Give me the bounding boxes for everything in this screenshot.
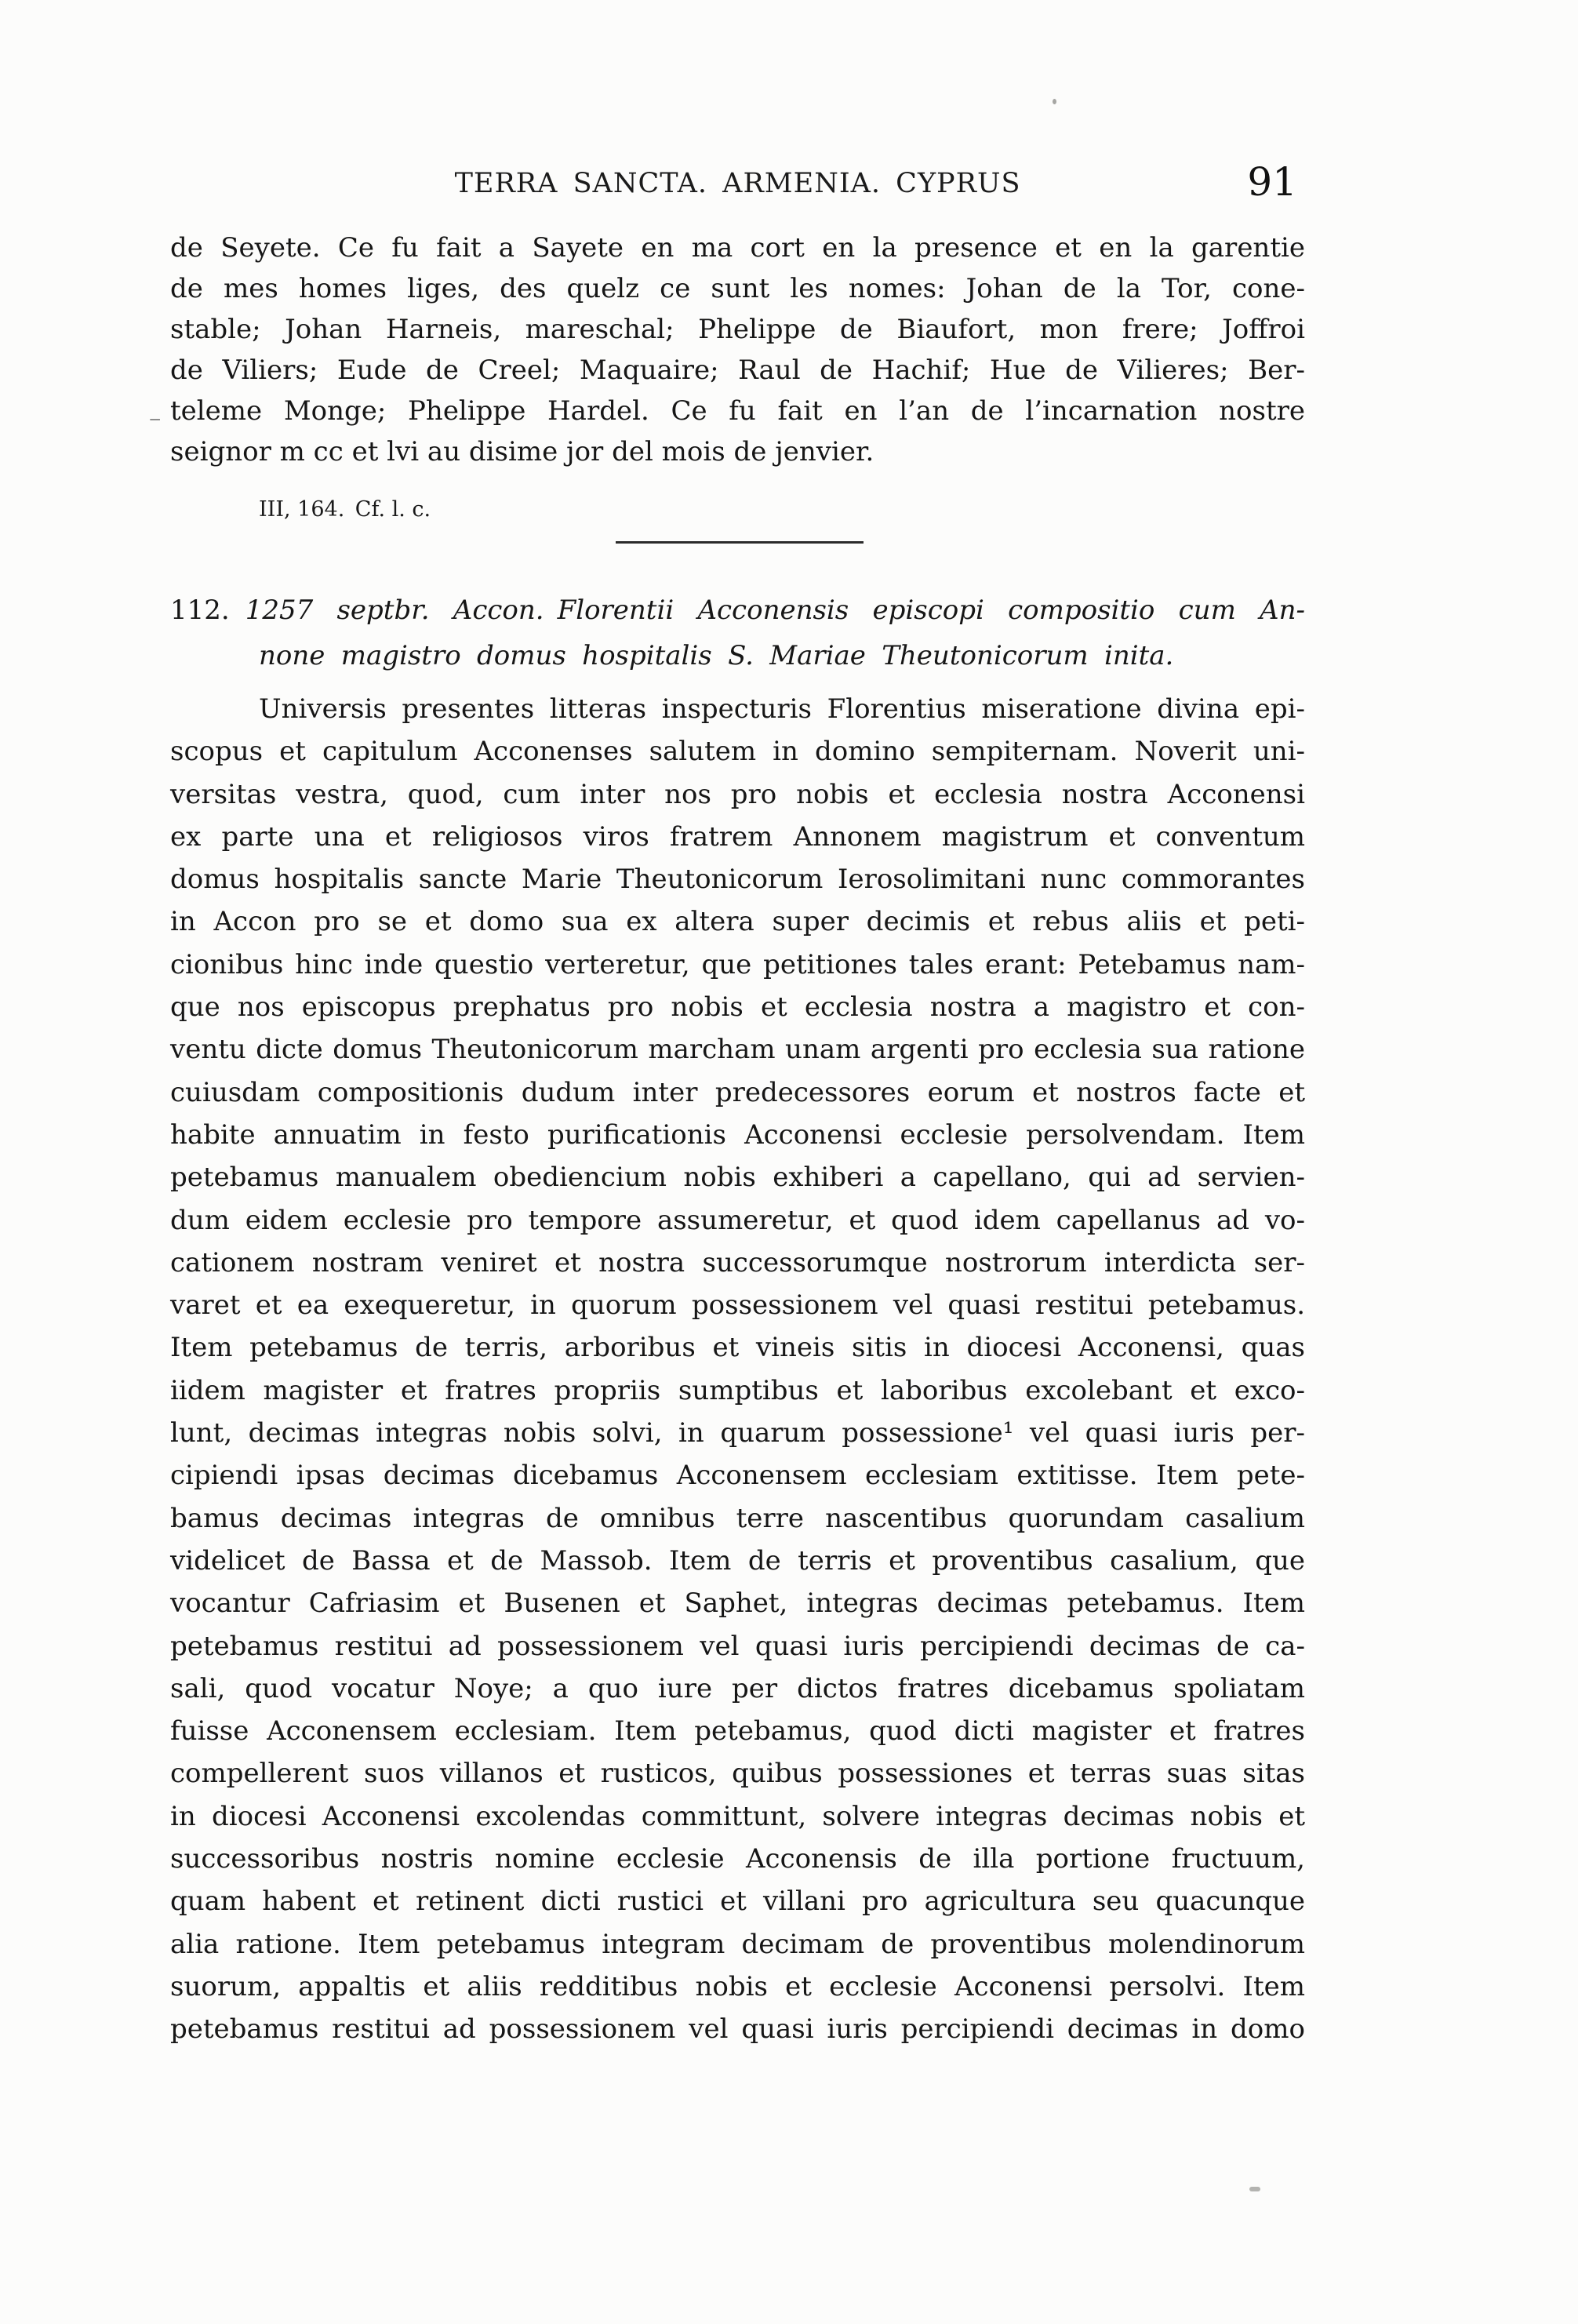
text-line: domus hospitalis sancte Marie Theutonicorum Ierosolimitani nunc commorantes [170,864,1305,896]
text-line: scopus et capitulum Acconenses salutem in domino sempiternam. Noverit uni- [170,736,1305,768]
entry-heading [170,587,1305,678]
text-line: successoribus nostris nomine ecclesie Acconensis de illa portione fructuum, [170,1843,1305,1875]
text-line: cionibus hinc inde questio verteretur, que petitiones tales erant: Petebamus nam- [170,948,1305,980]
entry-body [170,688,1305,2051]
text-line: Item petebamus de terris, arboribus et vineis sitis in diocesi Acconensi, quas [170,1332,1305,1364]
text-line: stable; Johan Harneis, mareschal; Phelippe de Biaufort, mon frere; Joffroi [170,314,1305,345]
text-line: cationem nostram veniret et nostra successorumque nostrorum interdicta ser- [170,1246,1305,1278]
text-line: fuisse Acconensem ecclesiam. Item petebamus, quod dicti magister et fratres [170,1715,1305,1748]
text-line: versitas vestra, quod, cum inter nos pro nobis et ecclesia nostra Acconensi [170,778,1305,810]
paragraph-continuation [149,227,1305,472]
text-line: petebamus restitui ad possessionem vel quasi iuris percipiendi decimas in domo [170,2013,1305,2046]
text-line: dum eidem ecclesie pro tempore assumeretur, et quod idem capellanus ad vo- [170,1204,1305,1236]
text-line: petebamus restitui ad possessionem vel quasi iuris percipiendi decimas de ca- [170,1630,1305,1662]
entry-heading-line1 [170,587,1305,633]
section-divider [616,541,864,544]
text-line: ex parte una et religiosos viros fratrem Annonem magistrum et conventum [170,820,1305,853]
text-line: alia ratione. Item petebamus integram decimam de proventibus molendinorum [170,1928,1305,1960]
running-head-title: TERRA SANCTA. ARMENIA. CYPRUS [454,168,1021,199]
text-line: seignor m cc et lvi au disime jor del mois de jenvier. [170,436,874,467]
text-line: de Viliers; Eude de Creel; Maquaire; Raul de Hachif; Hue de Vilieres; Ber- [170,355,1305,386]
text-line: de mes homes liges, des quelz ce sunt les nomes: Johan de la Tor, cone- [170,273,1305,304]
entry-heading-line1-text: 1257 septbr. Accon. Florentii Acconensis episcopi compositio cum An- [245,595,1305,626]
entry-heading-line2: none magistro domus hospitalis S. Mariae Theutonicorum inita. [259,640,1174,671]
text-line: de Seyete. Ce fu fait a Sayete en ma cort en la presence et en la garentie [170,232,1305,264]
text-line: lunt, decimas integras nobis solvi, in quarum possessione¹ vel quasi iuris per- [170,1417,1305,1449]
margin-hyphen-artifact: – [149,405,162,433]
text-line: cuiusdam compositionis dudum inter predecessores eorum et nostros facte et [170,1076,1305,1108]
text-line: vocantur Cafriasim et Busenen et Saphet, integras decimas petebamus. Item [170,1588,1305,1620]
ink-speck-artifact [1053,99,1056,104]
text-line: – teleme Monge; Phelippe Hardel. Ce fu fait en l’an de l’incarnation nostre [170,391,1305,431]
text-line: que nos episcopus prephatus pro nobis et ecclesia nostra a magistro et con- [170,991,1305,1024]
page-number: 91 [1247,159,1297,205]
source-citation: III, 164. Cf. l. c. [259,497,431,522]
text-line: varet et ea exequeretur, in quorum possessionem vel quasi restitui petebamus. [170,1289,1305,1322]
text-line: cipiendi ipsas decimas dicebamus Acconensem ecclesiam extitisse. Item pete- [170,1460,1305,1492]
text-line: in Accon pro se et domo sua ex altera super decimis et rebus aliis et peti- [170,906,1305,938]
ink-speck-artifact [1249,2187,1260,2191]
text-line: habite annuatim in festo purificationis Acconensi ecclesie persolvendam. Item [170,1118,1305,1151]
text-line: Universis presentes litteras inspecturis Florentius miseratione divina epi- [259,693,1305,725]
entry-number: 112. [170,595,230,626]
text-line: compellerent suos villanos et rusticos, quibus possessiones et terras suas sitas [170,1758,1305,1790]
text-line: suorum, appaltis et aliis redditibus nobis et ecclesie Acconensi persolvi. Item [170,1970,1305,2002]
text-line: petebamus manualem obediencium nobis exhiberi a capellano, qui ad servien- [170,1162,1305,1194]
text-line: sali, quod vocatur Noye; a quo iure per dictos fratres dicebamus spoliatam [170,1672,1305,1704]
text-line: quam habent et retinent dicti rustici et villani pro agricultura seu quacunque [170,1886,1305,1918]
text-line: ventu dicte domus Theutonicorum marcham unam argenti pro ecclesia sua ratione [170,1034,1305,1066]
text-line: videlicet de Bassa et de Massob. Item de terris et proventibus casalium, que [170,1544,1305,1577]
text-line: bamus decimas integras de omnibus terre nascentibus quorundam casalium [170,1502,1305,1534]
text-line: iidem magister et fratres propriis sumptibus et laboribus excolebant et exco- [170,1374,1305,1406]
text-line: in diocesi Acconensi excolendas committunt, solvere integras decimas nobis et [170,1800,1305,1832]
